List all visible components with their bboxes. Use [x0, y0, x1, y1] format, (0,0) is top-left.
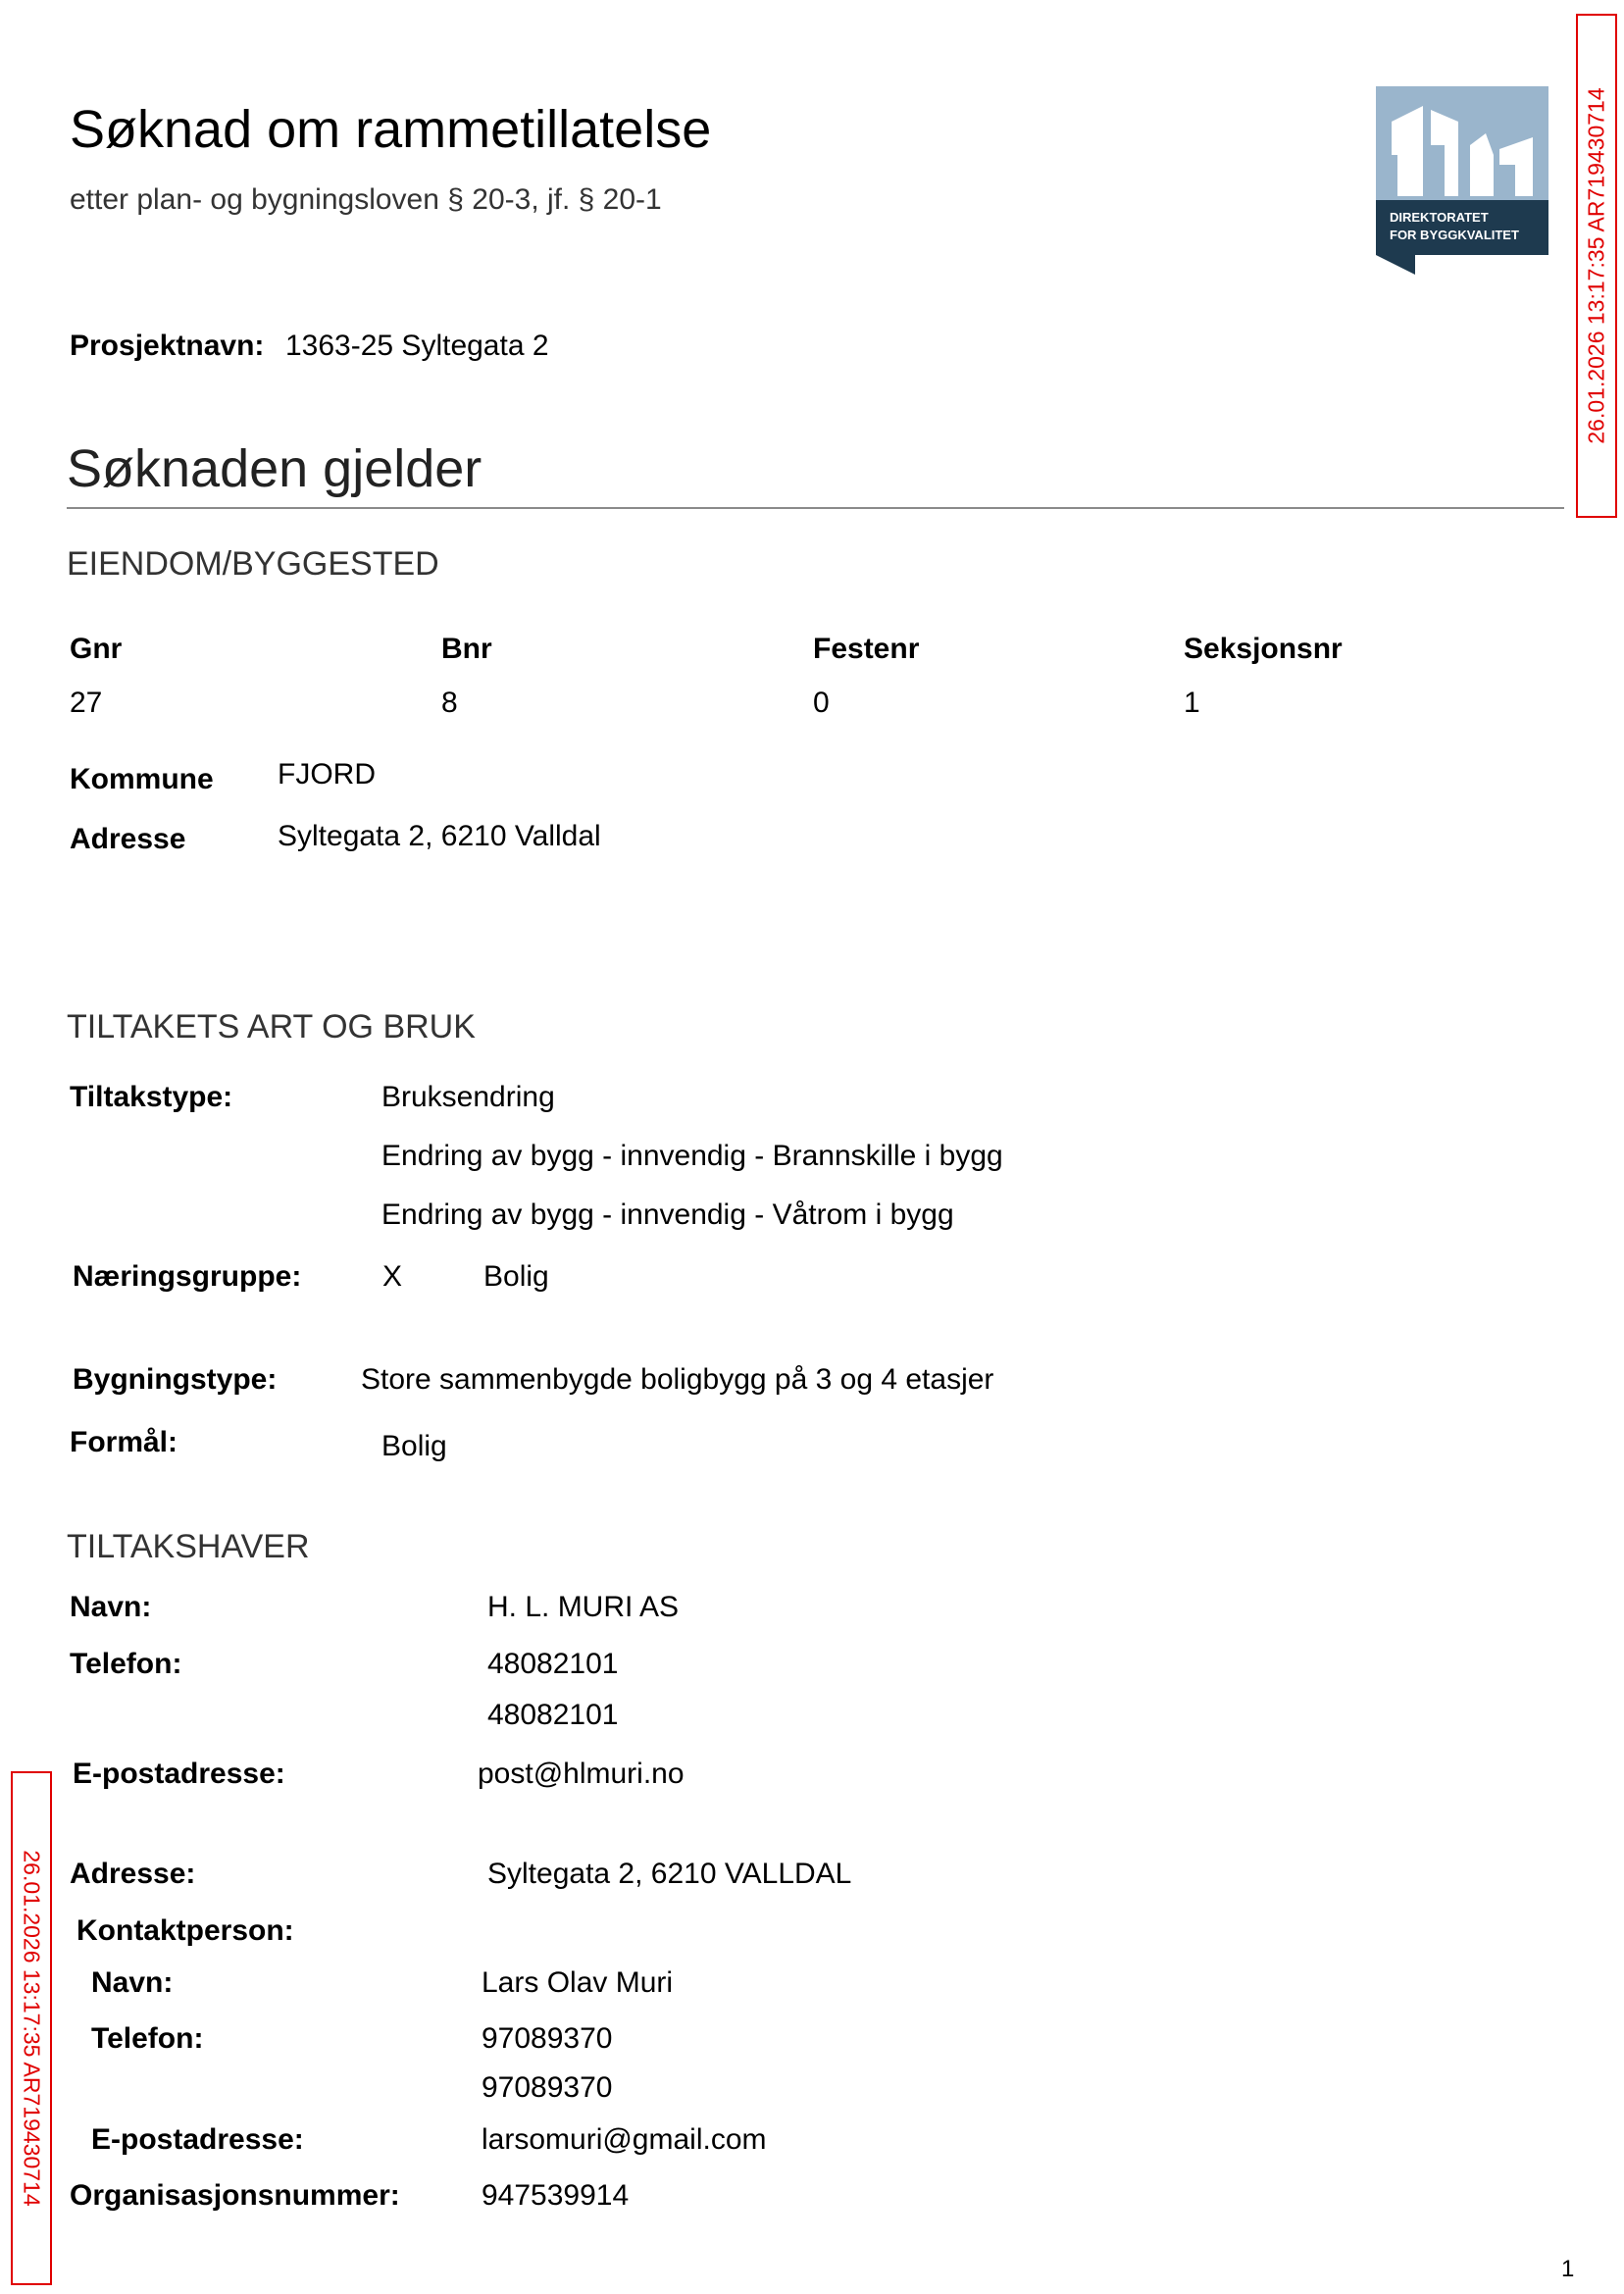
tiltakstype-label: Tiltakstype: — [70, 1081, 233, 1113]
tiltakshaver-adresse-value: Syltegata 2, 6210 VALLDAL — [487, 1858, 852, 1890]
tiltakshaver-navn-label: Navn: — [70, 1591, 152, 1623]
bnr-label: Bnr — [441, 633, 492, 665]
bygningstype-label: Bygningstype: — [73, 1363, 278, 1396]
seksjonsnr-label: Seksjonsnr — [1184, 633, 1343, 665]
tiltakstype-item: Bruksendring — [381, 1081, 555, 1113]
project-name-label: Prosjektnavn: — [70, 330, 265, 362]
kontakt-epost-value: larsomuri@gmail.com — [482, 2123, 767, 2156]
eiendom-adresse-label: Adresse — [70, 823, 186, 855]
timestamp-stamp-top — [1576, 14, 1617, 518]
festenr-label: Festenr — [813, 633, 920, 665]
tiltakshaver-epost-value: post@hlmuri.no — [478, 1758, 685, 1790]
seksjonsnr-value: 1 — [1184, 687, 1200, 719]
section-divider — [67, 507, 1564, 509]
festenr-value: 0 — [813, 687, 830, 719]
gnr-value: 27 — [70, 687, 103, 719]
naeringsgruppe-code: X — [382, 1260, 403, 1293]
kommune-label: Kommune — [70, 763, 214, 795]
naeringsgruppe-label: Næringsgruppe: — [73, 1260, 302, 1293]
dibk-logo — [1376, 86, 1548, 275]
section-heading: Søknaden gjelder — [67, 439, 482, 498]
organisasjonsnummer-label: Organisasjonsnummer: — [70, 2179, 400, 2212]
page-number: 1 — [1561, 2256, 1575, 2282]
kontakt-navn-label: Navn: — [91, 1966, 174, 1999]
kontakt-telefon-label: Telefon: — [91, 2022, 204, 2055]
bygningstype-value: Store sammenbygde boligbygg på 3 og 4 etasjer — [361, 1363, 994, 1396]
tiltakshaver-navn-value: H. L. MURI AS — [487, 1591, 680, 1623]
tiltakstype-item: Endring av bygg - innvendig - Brannskille i bygg — [381, 1140, 1003, 1172]
formaal-value: Bolig — [381, 1430, 447, 1462]
timestamp-stamp-left — [11, 1771, 52, 2285]
formaal-label: Formål: — [70, 1426, 178, 1458]
tiltakshaver-telefon-value: 48082101 — [487, 1648, 619, 1680]
tiltakshaver-adresse-label: Adresse: — [70, 1858, 196, 1890]
logo-text-line2: FOR BYGGKVALITET — [1390, 228, 1519, 242]
project-name-value: 1363-25 Syltegata 2 — [285, 330, 549, 362]
bnr-value: 8 — [441, 687, 458, 719]
logo-text-line1: DIREKTORATET — [1390, 210, 1489, 225]
kontakt-epost-label: E-postadresse: — [91, 2123, 304, 2156]
kontakt-navn-value: Lars Olav Muri — [482, 1966, 674, 1999]
document-title: Søknad om rammetillatelse — [70, 100, 712, 159]
organisasjonsnummer-value: 947539914 — [482, 2179, 630, 2212]
tiltakshaver-heading: TILTAKSHAVER — [67, 1528, 310, 1565]
tiltakshaver-telefon-value: 48082101 — [487, 1699, 619, 1731]
kommune-value: FJORD — [278, 758, 376, 790]
gnr-label: Gnr — [70, 633, 123, 665]
naeringsgruppe-value: Bolig — [483, 1260, 549, 1293]
tiltakshaver-epost-label: E-postadresse: — [73, 1758, 285, 1790]
stamp-top-text: 26.01.2026 13:17:35 AR719430714 — [1583, 87, 1609, 444]
stamp-left-text: 26.01.2026 13:17:35 AR719430714 — [19, 1850, 45, 2207]
kontakt-telefon-value: 97089370 — [482, 2022, 613, 2055]
tiltak-heading: TILTAKETS ART OG BRUK — [67, 1008, 476, 1045]
eiendom-adresse-value: Syltegata 2, 6210 Valldal — [278, 820, 601, 852]
eiendom-heading: EIENDOM/BYGGESTED — [67, 545, 439, 583]
kontakt-telefon-value: 97089370 — [482, 2071, 613, 2104]
document-subtitle: etter plan- og bygningsloven § 20-3, jf. § 20-1 — [70, 183, 662, 216]
tiltakshaver-telefon-label: Telefon: — [70, 1648, 182, 1680]
tiltakstype-item: Endring av bygg - innvendig - Våtrom i bygg — [381, 1198, 954, 1231]
kontaktperson-label: Kontaktperson: — [76, 1914, 294, 1947]
